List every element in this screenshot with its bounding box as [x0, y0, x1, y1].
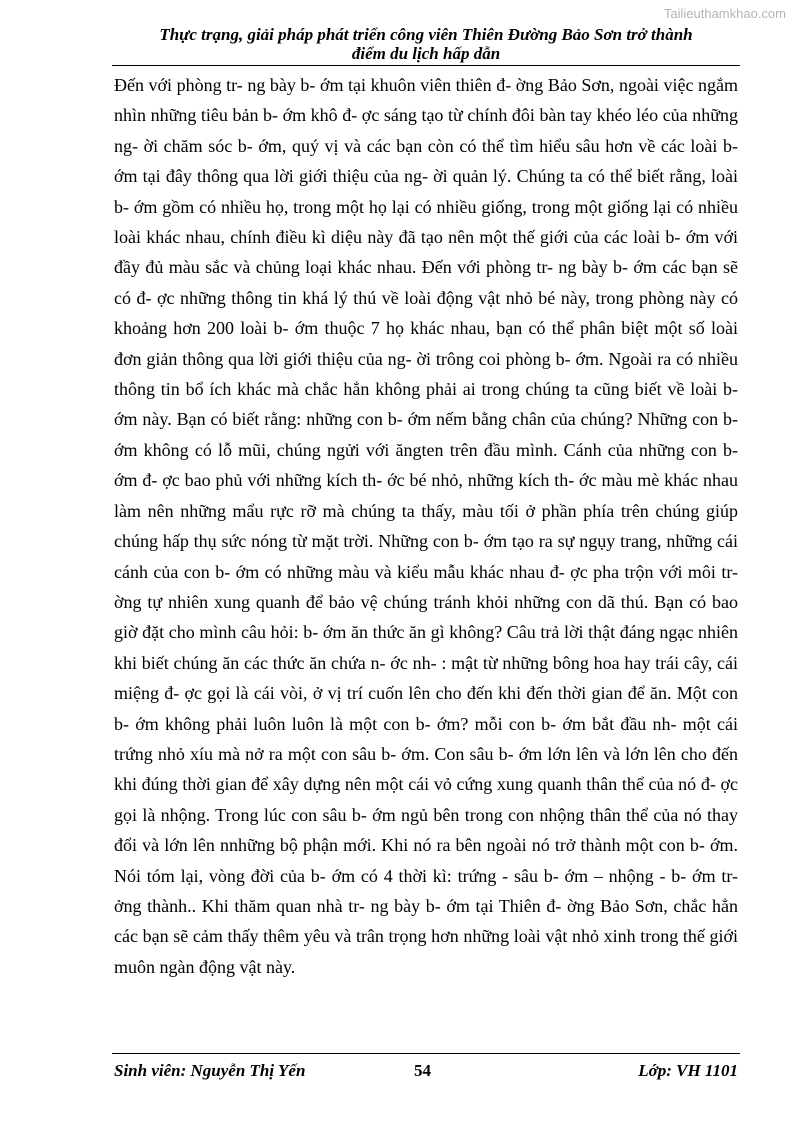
header-divider [112, 65, 740, 66]
header-title-line-1: Thực trạng, giải pháp phát triển công viên Thiên Đường Bảo Sơn trở thành [159, 25, 693, 44]
footer-page-number: 54 [414, 1061, 431, 1080]
footer-class: Lớp: VH 1101 [638, 1061, 738, 1080]
footer-divider [112, 1053, 740, 1054]
footer-student-name: Sinh viên: Nguyễn Thị Yến [114, 1061, 306, 1080]
body-paragraph: Đến với phòng tr- ng bày b- ớm tại khuôn viên thiên đ- ờng Bảo Sơn, ngoài việc ngắm nhìn những tiêu bản b- ớm khô đ- ợc sáng tạo từ chính đôi bàn tay khéo léo của những ng- ời chăm sóc b- ớm, quý vị và các bạn còn có thể tìm hiểu sâu hơn về các loài b- ớm tại đây thông qua lời giới thiệu của ng- ời quản lý. Chúng ta có thể biết rằng, loài b- ớm gồm có nhiều họ, trong một họ lại có nhiều giống, trong một giống lại có nhiều loài khác nhau, chính điều kì diệu này đã tạo nên một thế giới của các loài b- ớm với đầy đủ màu sắc và chủng loại khác nhau. Đến với phòng tr- ng bày b- ớm các bạn sẽ có đ- ợc những thông tin khá lý thú về loài động vật nhỏ bé này, trong phòng này có khoảng hơn 200 loài b- ớm thuộc 7 họ khác nhau, bạn có thể phân biệt một số loài đơn giản thông qua lời giới thiệu của ng- ời trông coi phòng b- ớm. Ngoài ra có nhiều thông tin bổ ích khác mà chắc hẳn không phải ai trong chúng ta cũng biết về loài b- ớm này. Bạn có biết rằng: những con b- ớm nếm bằng chân của chúng? Những con b- ớm không có lỗ mũi, chúng ngửi với ăngten trên đầu mình. Cánh của những con b- ớm đ- ợc bao phủ với những kích th- ớc bé nhỏ, những kích th- ớc màu mè khác nhau làm nên những mẩu rực rỡ mà chúng ta thấy, màu tối ở phần phía trên chúng giúp chúng hấp thụ sức nóng từ mặt trời. Những con b- ớm tạo ra sự ngụy trang, những cái cánh của con b- ớm có những màu và kiểu mẫu khác nhau đ- ợc pha trộn với môi tr- ờng tự nhiên xung quanh để bảo vệ chúng tránh khỏi những con dã thú. Bạn có bao giờ đặt cho mình câu hỏi: b- ớm ăn thức ăn gì không? Câu trả lời thật đáng ngạc nhiên khi biết chúng ăn các thức ăn chứa n- ớc nh- : mật từ những bông hoa hay trái cây, cái miệng đ- ợc gọi là cái vòi, ở vị trí cuốn lên cho đến khi đến thời gian để ăn. Một con b- ớm không phải luôn luôn là một con b- ớm? mỗi con b- ớm bắt đầu nh- một cái trứng nhỏ xíu mà nở ra một con sâu b- ớm. Con sâu b- ớm lớn lên và lớn lên cho đến khi đúng thời gian để xây dựng nên một cái vỏ cứng xung quanh thân thể của nó đ- ợc gọi là nhộng. Trong lúc con sâu b- ớm ngủ bên trong con nhộng thân thể của nó thay đổi và lớn lên nnhững bộ phận mới. Khi nó ra bên ngoài nó trở thành một con b- ớm. Nói tóm lại, vòng đời của b- ớm có 4 thời kì: trứng - sâu b- ớm – nhộng - b- ớm tr- ởng thành.. Khi thăm quan nhà tr- ng bày b- ớm tại Thiên đ- ờng Bảo Sơn, chắc hẳn các bạn sẽ cảm thấy thêm yêu và trân trọng hơn những loài vật nhỏ xinh trong thế giới muôn ngàn động vật này. [114, 75, 738, 977]
page-header [112, 25, 740, 63]
watermark: Tailieuthamkhao.com [663, 6, 786, 21]
page-footer [112, 1060, 740, 1084]
header-title-line-2: điểm du lịch hấp dẫn [351, 44, 501, 63]
